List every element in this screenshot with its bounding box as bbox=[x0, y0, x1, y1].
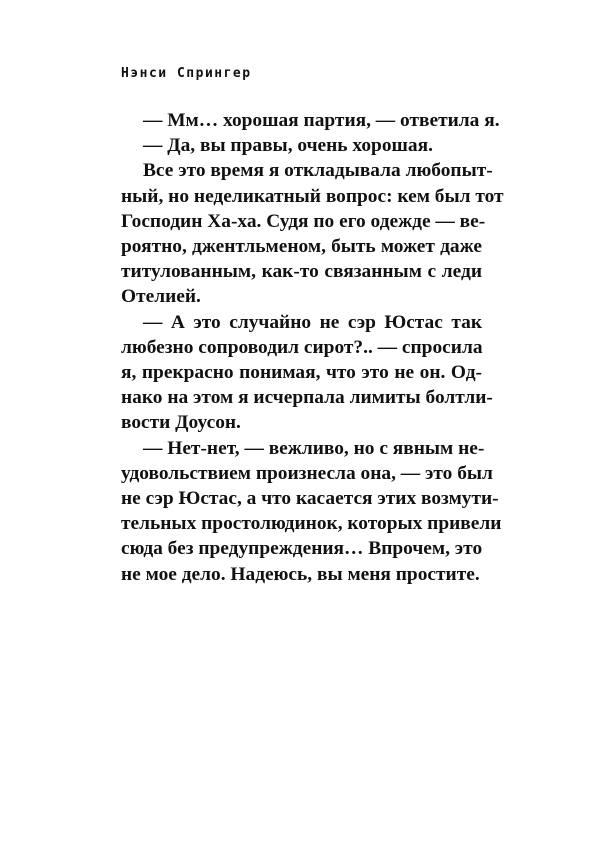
text-line: вости Доусон. bbox=[121, 412, 241, 434]
paragraph-3 bbox=[121, 158, 504, 309]
text-line: — Мм… хорошая партия, — ответила я. bbox=[143, 110, 500, 131]
text-line: не сэр Юстас, а что касается этих возмути- bbox=[121, 488, 499, 510]
text-line: — А это случайно не сэр Юстас так bbox=[143, 311, 482, 333]
paragraph-2 bbox=[121, 133, 482, 158]
text-line: не мое дело. Надеюсь, вы меня простите. bbox=[121, 563, 480, 585]
text-line: тельных простолюдинок, которых привели bbox=[121, 513, 502, 535]
paragraph-4 bbox=[121, 310, 493, 436]
text-line: ный, но неделикатный вопрос: кем был тот bbox=[121, 185, 504, 207]
text-line: Все это время я откладывала любопыт- bbox=[143, 160, 493, 182]
text-line: роятно, джентльменом, быть может даже bbox=[121, 236, 482, 258]
body-text bbox=[121, 108, 504, 587]
text-line: Отелией. bbox=[121, 286, 201, 308]
text-line: я, прекрасно понимая, что это не он. Од- bbox=[121, 362, 482, 384]
text-line: сюда без предупреждения… Впрочем, это bbox=[121, 538, 483, 560]
text-line: удовольствием произнесла она, — это был bbox=[121, 462, 493, 484]
text-line: — Да, вы правы, очень хорошая. bbox=[143, 135, 433, 157]
text-line: Господин Ха-ха. Судя по его одежде — ве- bbox=[121, 210, 486, 232]
text-line: нако на этом я исчерпала лимиты болтли- bbox=[121, 387, 493, 409]
running-head-author: Нэнси Спрингер bbox=[121, 66, 252, 81]
text-line: — Нет-нет, — вежливо, но с явным не- bbox=[143, 437, 485, 459]
text-line: любезно сопроводил сирот?.. — спросила bbox=[121, 336, 483, 358]
paragraph-5 bbox=[121, 436, 502, 587]
text-line: титулованным, как-то связанным с леди bbox=[121, 261, 482, 283]
paragraph-1 bbox=[121, 108, 500, 133]
